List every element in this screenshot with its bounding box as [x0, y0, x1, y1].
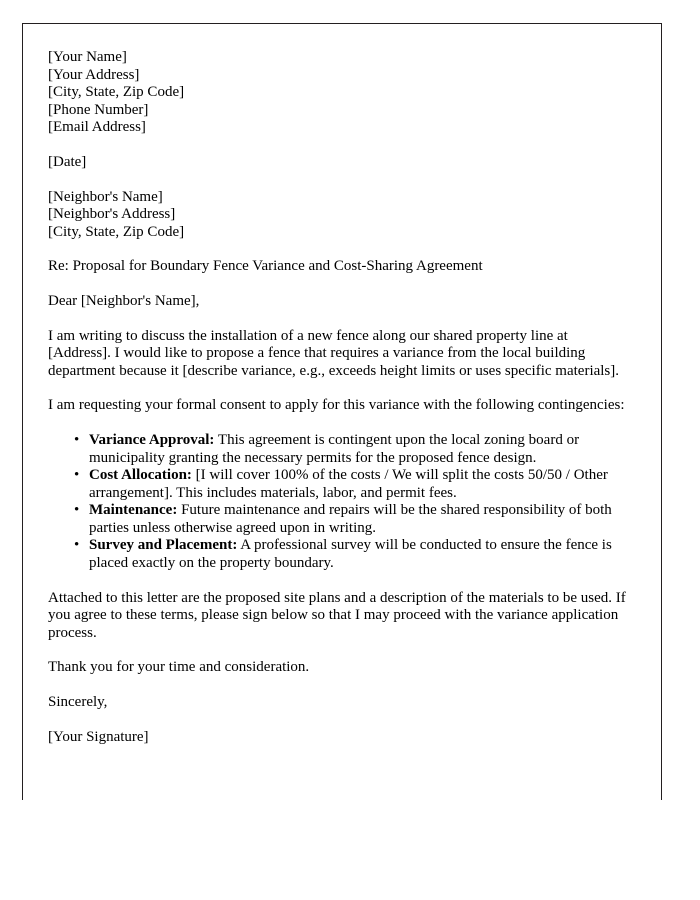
sender-street-address: [Your Address] — [48, 66, 140, 83]
contingency-label: Survey and Placement: — [89, 537, 238, 554]
recipient-street-address: [Neighbor's Address] — [48, 206, 176, 223]
letter-body — [48, 49, 634, 763]
contingencies-list — [48, 432, 634, 573]
sender-address-block — [48, 49, 634, 137]
paragraph-consent-request: I am requesting your formal consent to apply for this variance with the following contingencies: — [48, 397, 625, 414]
contingency-text: A professional survey will be conducted to ensure the fence is placed exactly on the property boundary. — [89, 537, 612, 572]
contingency-text: [I will cover 100% of the costs / We will split the costs 50/50 / Other arrangement]. This includes materials, labor, and permit fees. — [89, 467, 608, 501]
salutation: Dear [Neighbor's Name], — [48, 292, 200, 309]
contingency-text: This agreement is contingent upon the local zoning board or municipality granting the necessary permits for the proposed fence design. — [89, 431, 580, 466]
recipient-name: [Neighbor's Name] — [48, 188, 163, 205]
sender-email-address: [Email Address] — [48, 119, 146, 136]
list-item — [48, 502, 623, 537]
sender-phone-number: [Phone Number] — [48, 101, 149, 118]
contingency-label: Variance Approval: — [89, 431, 215, 448]
recipient-city-state-zip: [City, State, Zip Code] — [48, 223, 185, 240]
contingency-text: Future maintenance and repairs will be the shared responsibility of both parties unless otherwise agreed upon in writing. — [89, 502, 612, 536]
recipient-address-block — [48, 189, 634, 242]
signature-line: [Your Signature] — [48, 728, 149, 745]
list-item — [48, 467, 623, 502]
paragraph-attachment: Attached to this letter are the proposed site plans and a description of the materials to be used. If you agree to these terms, please sign below so that I may proceed with the variance application process. — [48, 589, 626, 641]
date-placeholder: [Date] — [48, 153, 87, 170]
sender-name: [Your Name] — [48, 49, 127, 65]
list-item — [48, 432, 623, 467]
contingency-label: Cost Allocation: — [89, 467, 192, 484]
list-item — [48, 537, 623, 572]
closing: Sincerely, — [48, 694, 108, 711]
paragraph-introduction: I am writing to discuss the installation of a new fence along our shared property line at [Address]. I would like to propose a fence that requires a variance from the local building department because it [describe variance, e.g., exceeds height limits or uses specific materials]. — [48, 327, 620, 379]
date-block — [48, 154, 634, 172]
subject-line: Re: Proposal for Boundary Fence Variance and Cost-Sharing Agreement — [48, 258, 483, 275]
sender-city-state-zip: [City, State, Zip Code] — [48, 84, 185, 101]
contingency-label: Maintenance: — [89, 502, 178, 519]
paragraph-thanks: Thank you for your time and consideration. — [48, 659, 310, 676]
letter-page — [22, 23, 662, 800]
